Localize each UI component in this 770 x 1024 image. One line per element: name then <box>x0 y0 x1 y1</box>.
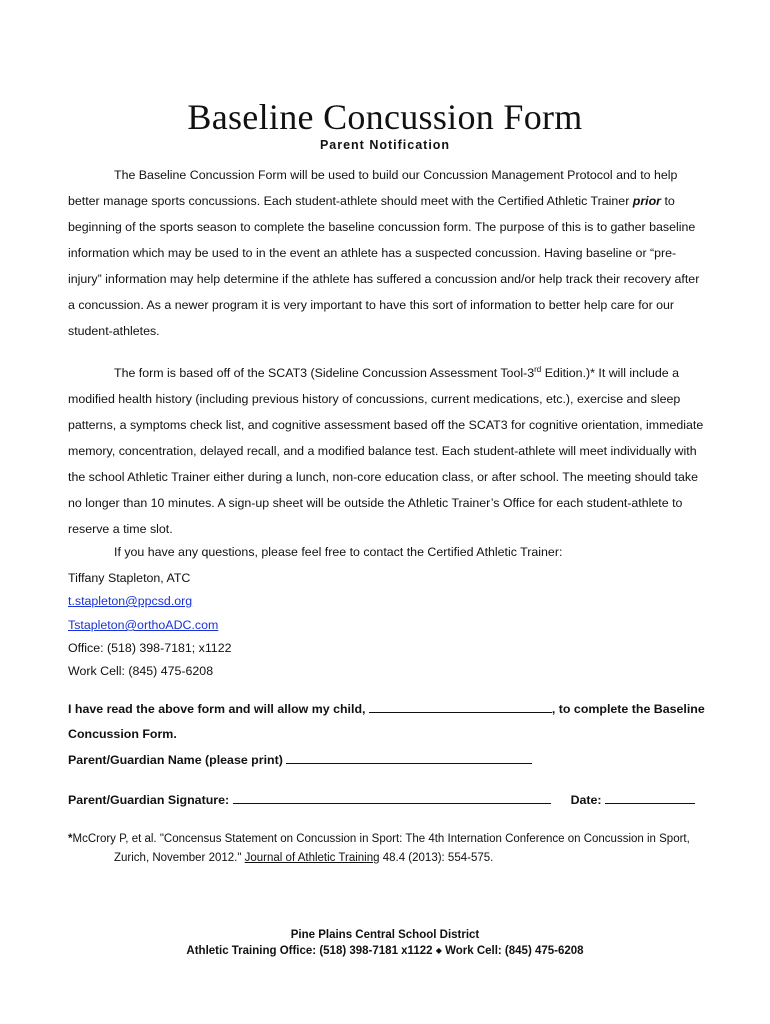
scat3-text-start: The form is based off of the SCAT3 (Sideline Concussion Assessment Tool-3 <box>114 366 535 381</box>
consent-text-end: , to complete the Baseline <box>551 702 705 716</box>
contact-work-cell: Work Cell: (845) 475-6208 <box>68 664 214 678</box>
signature-label: Parent/Guardian Signature: <box>68 793 233 807</box>
intro-text-start: The Baseline Concussion Form will be used to build our Concussion Management Protocol and to help better manage sports concussions. Each student-athlete should meet with the Certified Athletic Trainer <box>68 168 678 208</box>
page-title: Baseline Concussion Form <box>187 97 583 137</box>
footnote-line-1: McCrory P, et al. "Concensus Statement on Concussion in Sport: The 4th Internation Conference on Concussion in Sport, <box>72 833 690 845</box>
intro-paragraph <box>68 162 708 344</box>
footnote-line-2-start: Zurich, November 2012." <box>114 852 245 864</box>
page-subtitle: Parent Notification <box>319 138 451 152</box>
scat3-superscript: rd <box>534 365 542 374</box>
scat3-paragraph <box>68 357 708 542</box>
child-name-field[interactable] <box>369 701 552 713</box>
date-field[interactable] <box>605 792 695 804</box>
footnote-marker: * <box>68 833 73 845</box>
parent-name-row <box>68 752 532 767</box>
consent-line-2: Concussion Form. <box>68 727 177 741</box>
questions-paragraph <box>68 539 708 565</box>
email-link-ppcsd[interactable]: t.stapleton@ppcsd.org <box>68 594 193 608</box>
emphasis-prior: prior <box>632 194 661 208</box>
footnote <box>68 830 718 868</box>
contact-name: Tiffany Stapleton, ATC <box>68 571 191 585</box>
consent-line <box>68 701 705 716</box>
consent-text-start: I have read the above form and will allow my child, <box>68 702 369 716</box>
footer-office-phone: Athletic Training Office: (518) 398-7181 x1122 <box>186 945 433 957</box>
scat3-text-end: Edition.)* It will include a modified health history (including previous history of concussions, current medications, etc.), exercise and sleep patterns, a symptoms check list, and cognitive assessment based off the SCAT3 for cognitive orientation, immediate memory, concentration, delayed recall, and a modified balance test. Each student-athlete will meet individually with the school Athletic Trainer either during a lunch, non-core education class, or after school. The meeting should take no longer than 10 minutes. A sign-up sheet will be outside the Athletic Trainer’s Office for each student-athlete to reserve a time slot. <box>68 366 704 537</box>
diamond-separator-icon: ◆ <box>435 946 442 955</box>
footer-contact <box>0 945 770 957</box>
parent-name-label: Parent/Guardian Name (please print) <box>68 753 287 767</box>
parent-name-field[interactable] <box>286 752 532 764</box>
footer-district: Pine Plains Central School District <box>290 929 480 941</box>
questions-text: If you have any questions, please feel free to contact the Certified Athletic Trainer: <box>114 545 563 559</box>
footer-work-cell: Work Cell: (845) 475-6208 <box>445 945 584 957</box>
intro-text-end: to beginning of the sports season to complete the baseline concussion form. The purpose of this is to gather baseline information which may be used to in the event an athlete has a suspected concussion. Having baseline or “pre-injury” information may help determine if the athlete has suffered a concussion and/or help track their recovery after a concussion. As a newer program it is very important to have this sort of information to better help care for our student-athletes. <box>68 194 700 338</box>
journal-title: Journal of Athletic Training <box>244 852 380 864</box>
date-label: Date: <box>570 793 605 807</box>
contact-office-phone: Office: (518) 398-7181; x1122 <box>68 641 232 655</box>
signature-field[interactable] <box>233 792 551 804</box>
email-link-orthoadc[interactable]: Tstapleton@orthoADC.com <box>68 618 219 632</box>
footnote-line-2-end: 48.4 (2013): 554-575. <box>379 852 494 864</box>
signature-row <box>68 792 695 807</box>
